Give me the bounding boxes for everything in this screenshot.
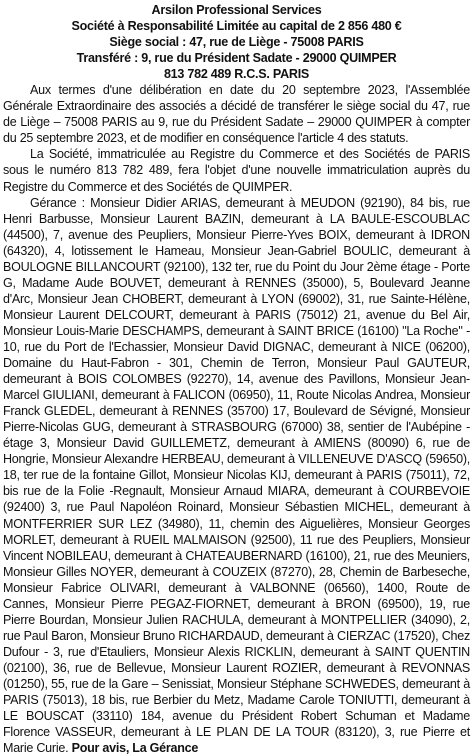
signoff: Pour avis, La Gérance <box>71 741 199 756</box>
management-paragraph <box>3 195 470 756</box>
registration-paragraph: La Société, immatriculée au Registre du Commerce et des Sociétés de PARIS sous le numéro 813 782 489, fera l'objet d'une nouvelle immatriculation auprès du Registre du Commerce et des Sociétés de QUIMPER. <box>3 147 470 194</box>
registered-office: Siège social : 47, rue de Liège - 75008 PARIS <box>109 35 364 50</box>
company-legal-form: Société à Responsabilité Limitée au capital de 2 856 480 € <box>71 19 402 34</box>
management-list: Gérance : Monsieur Didier ARIAS, demeurant à MEUDON (92190), 84 bis, rue Henri Barbusse, Monsieur Laurent BAZIN, demeurant à LA BAULE-ESCOUBLAC (44500), 7, avenue des Peupliers, Monsieur Pierre-Yves BOIX, demeurant à IDRON (64320), 4, lotissement le Hameau, Monsieur Jean-Gabriel BOULIC, demeurant à BOULOGNE BILLANCOURT (92100), 132 ter, rue du Point du Jour 2ème étage - Porte G, Madame Aude BOUVET, demeurant à RENNES (35000), 5, Boulevard Jeanne d'Arc, Monsieur Jean CHOBERT, demeurant à LYON (69002), 31, rue Sainte-Hélène, Monsieur Laurent DELCOURT, demeurant à PARIS (75012) 21, avenue du Bel Air, Monsieur Louis-Marie DESCHAMPS, demeurant à SAINT BRICE (16100) "La Roche" - 10, rue du Port de l'Echassier, Monsieur David DIGNAC, demeurant à NICE (06200), Domaine du Haut-Fabron - 301, Chemin de Terron, Monsieur Paul GAUTEUR, demeurant à BOIS COLOMBES (92270), 14, avenue des Pavillons, Monsieur Jean-Marcel GIULIANI, demeurant à FALICON (06950), 11, Route Nicolas Andrea, Monsieur Franck GLEDEL, demeurant à RENNES (35700) 17, Boulevard de Sévigné, Monsieur Pierre-Nicolas GUG, demeurant à STRASBOURG (67000) 38, sentier de l'Aubépine - étage 3, Monsieur David GUILLEMETZ, demeurant à AMIENS (80090) 6, rue de Hongrie, Monsieur Alexandre HERBEAU, demeurant à VILLENEUVE D'ASCQ (59650), 18, ter rue de la fontaine Gillot, Monsieur Nicolas KIJ, demeurant à PARIS (75011), 72, bis rue de la Folie -Regnault, Monsieur Arnaud MIARA, demeurant à COURBEVOIE (92400) 3, rue Paul Napoléon Roinard, Monsieur Sébastien MICHEL, demeurant à MONTFERRIER SUR LEZ (34980), 11, chemin des Aiguelières, Monsieur Georges MORLET, demeurant à RUEIL MALMAISON (92500), 11 rue des Peupliers, Monsieur Vincent NOBILEAU, demeurant à CHATEAUBERNARD (16100), 21, rue des Meuniers, Monsieur Gilles NOYER, demeurant à COUZEIX (87270), 28, Chemin de Barbeseche, Monsieur Fabrice OLIVARI, demeurant à VALBONNE (06560), 1400, Route de Cannes, Monsieur Pierre PEGAZ-FIORNET, demeurant à BRON (69500), 19, rue Pierre Bourdan, Monsieur Julien RACHULA, demeurant à MONTPELLIER (34090), 2, rue Paul Baron, Monsieur Bruno RICHARDAUD, demeurant à CIERZAC (17520), Chez Dufour - 3, rue d'Etauliers, Monsieur Alexis RICKLIN, demeurant à SAINT QUENTIN (02100), 36, rue de Bellevue, Monsieur Laurent ROZIER, demeurant à REVONNAS (01250), 55, rue de la Gare – Senissiat, Monsieur Stéphane SCHWEDES, demeurant à PARIS (75013), 18 bis, rue Berbier du Metz, Madame Carole TONIUTTI, demeurant à LE BOUSCAT (33110) 184, avenue du Président Robert Schuman et Madame Florence VASSEUR, demeurant à LE PLAN DE LA TOUR (83120), 3, rue Pierre et Marie Curie. <box>3 195 470 756</box>
company-name: Arsilon Professional Services <box>151 3 322 17</box>
transfer-decision-paragraph: Aux termes d'une délibération en date du 20 septembre 2023, l'Assemblée Générale Extraordinaire des associés a décidé de transférer le siège social du 47, rue de Liège – 75008 PARIS au 9, rue du Président Sadate – 29000 QUIMPER à compter du 25 septembre 2023, et de modifier en conséquence l'article 4 des statuts. <box>3 83 470 146</box>
rcs-number: 813 782 489 R.C.S. PARIS <box>163 67 310 82</box>
transferred-office: Transféré : 9, rue du Président Sadate - 29000 QUIMPER <box>76 51 397 66</box>
